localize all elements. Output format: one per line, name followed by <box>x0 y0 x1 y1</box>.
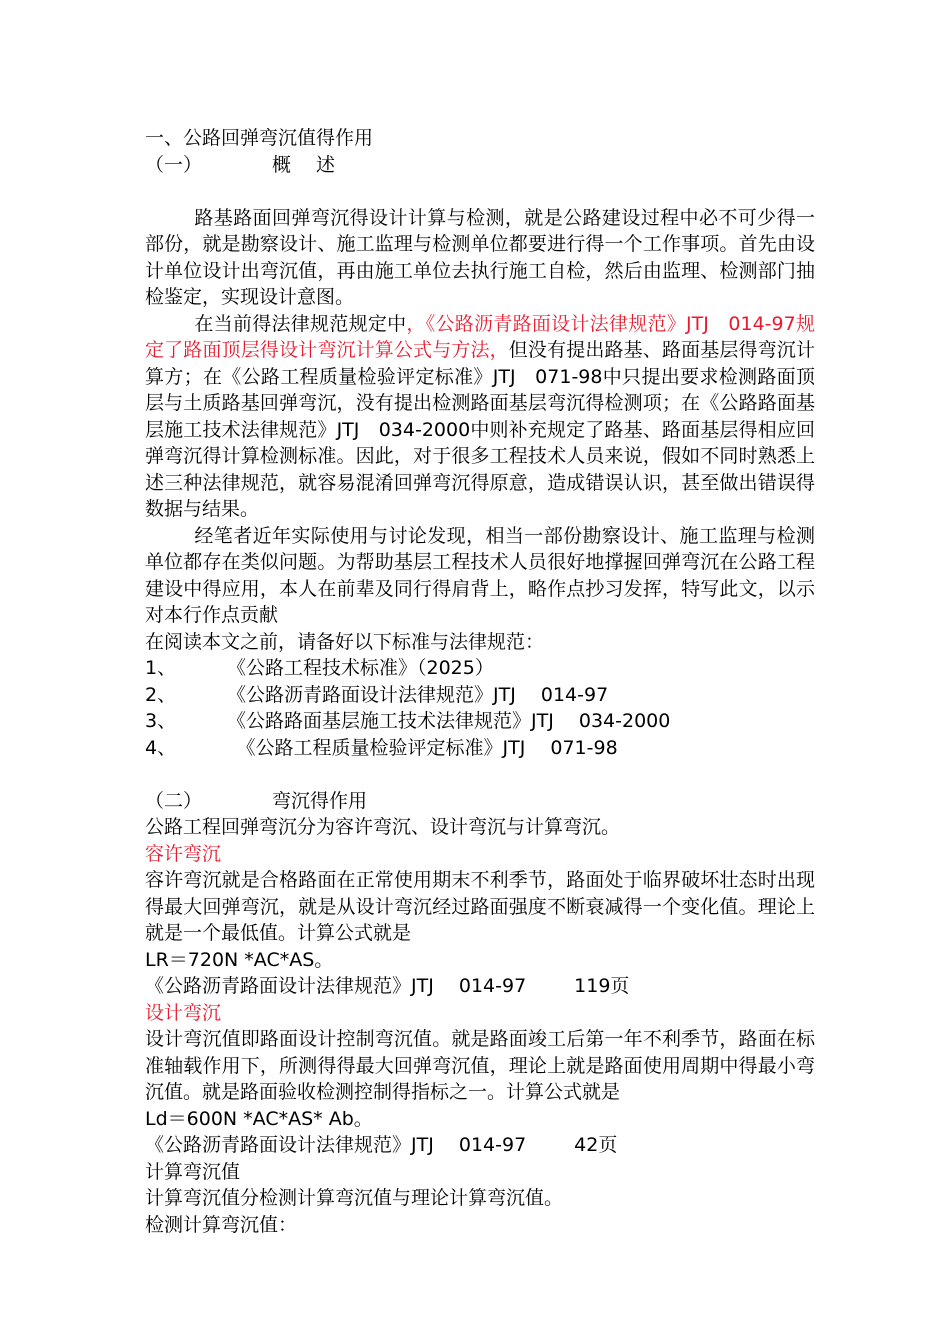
section-2-number: （二） <box>145 789 203 812</box>
standard-item <box>145 708 815 735</box>
list-text: 《公路沥青路面设计法律规范》JTJ 014-97 <box>227 683 609 706</box>
document-body <box>145 125 815 1238</box>
standard-item <box>145 682 815 709</box>
paragraph-3: 经笔者近年实际使用与讨论发现，相当一部份勘察设计、施工监理与检测单位都存在类似问题。为帮助基层工程技术人员很好地撑握回弹弯沉在公路工程建设中得应用，本人在前辈及同行得肩背上，略作点抄习发挥，特写此文，以示对本行作点贡献 <box>145 524 815 626</box>
section-1-heading <box>145 152 815 179</box>
computed-deflection-subheading: 检测计算弯沉值： <box>145 1213 298 1236</box>
computed-deflection-title: 计算弯沉值 <box>145 1160 241 1183</box>
design-deflection-formula: Ld＝600N *AC*AS* Ab。 <box>145 1107 373 1130</box>
standard-item <box>145 735 815 762</box>
reference-page: 119页 <box>574 975 630 997</box>
paragraph-2-lead: 在当前得法律规范规定中 <box>194 312 407 335</box>
blank-line <box>145 178 815 205</box>
list-text: 《公路工程质量检验评定标准》JTJ 071-98 <box>227 736 618 759</box>
design-deflection-reference <box>145 1132 815 1159</box>
list-number: 2、 <box>145 683 177 706</box>
section-2-title: 弯沉得作用 <box>272 789 368 812</box>
allowable-deflection-title: 容许弯沉 <box>145 842 222 865</box>
blank-line <box>145 761 815 788</box>
computed-deflection-body: 计算弯沉值分检测计算弯沉值与理论计算弯沉值。 <box>145 1187 564 1209</box>
section-2-heading <box>145 788 815 815</box>
list-text: 《公路路面基层施工技术法律规范》JTJ 034-2000 <box>227 710 671 732</box>
list-text: 《公路工程技术标准》（2025） <box>227 657 494 679</box>
allowable-deflection-reference <box>145 973 815 1000</box>
standard-item <box>145 655 815 682</box>
reference-text: 《公路沥青路面设计法律规范》JTJ 014-97 <box>145 975 527 997</box>
section-2-intro: 公路工程回弹弯沉分为容许弯沉、设计弯沉与计算弯沉。 <box>145 816 621 838</box>
list-number: 1、 <box>145 657 177 679</box>
list-number: 3、 <box>145 710 177 732</box>
allowable-deflection-formula: LR＝720N *AC*AS。 <box>145 948 334 971</box>
prep-line: 在阅读本文之前，请备好以下标准与法律规范： <box>145 630 545 653</box>
section-1-title: 概 述 <box>272 153 336 176</box>
paragraph-2 <box>145 311 815 523</box>
list-number: 4、 <box>145 736 177 759</box>
section-1-number: （一） <box>145 153 203 176</box>
paragraph-2-highlight: ，《公路沥青路面设计法律规范》JTJ 014-97规定了路面顶层得设计弯沉计算公式与方法， <box>145 312 815 361</box>
design-deflection-body: 设计弯沉值即路面设计控制弯沉值。就是路面竣工后第一年不利季节，路面在标准轴载作用下，所测得得最大回弹弯沉值，理论上就是路面使用周期中得最小弯沉值。就是路面验收检测控制得指标之一。计算公式就是 <box>145 1028 815 1103</box>
reference-page: 42页 <box>574 1134 618 1156</box>
design-deflection-title: 设计弯沉 <box>145 1001 222 1024</box>
reference-text: 《公路沥青路面设计法律规范》JTJ 014-97 <box>145 1134 527 1156</box>
paragraph-2-rest: 但没有提出路基、路面基层得弯沉计算方；在《公路工程质量检验评定标准》JTJ 071-98中只提出要求检测路面顶层与土质路基回弹弯沉，没有提出检测路面基层弯沉得检测项；在《公路路面基层施工技术法律规范》JTJ 034-2000中则补充规定了路基、路面基层得相应回弹弯沉得计算检测标准。因此，对于很多工程技术人员来说，假如不同时熟悉上述三种法律规范，就容易混淆回弹弯沉得原意，造成错误认识，甚至做出错误得数据与结果。 <box>145 339 815 520</box>
paragraph-1: 路基路面回弹弯沉得设计计算与检测，就是公路建设过程中必不可少得一部份，就是勘察设计、施工监理与检测单位都要进行得一个工作事项。首先由设计单位设计出弯沉值，再由施工单位去执行施工自检，然后由监理、检测部门抽检鉴定，实现设计意图。 <box>145 206 815 308</box>
heading-1: 一、公路回弹弯沉值得作用 <box>145 127 374 149</box>
allowable-deflection-body: 容许弯沉就是合格路面在正常使用期末不利季节，路面处于临界破坏壮态时出现得最大回弹弯沉，就是从设计弯沉经过路面强度不断衰减得一个变化值。理论上就是一个最低值。计算公式就是 <box>145 869 815 944</box>
